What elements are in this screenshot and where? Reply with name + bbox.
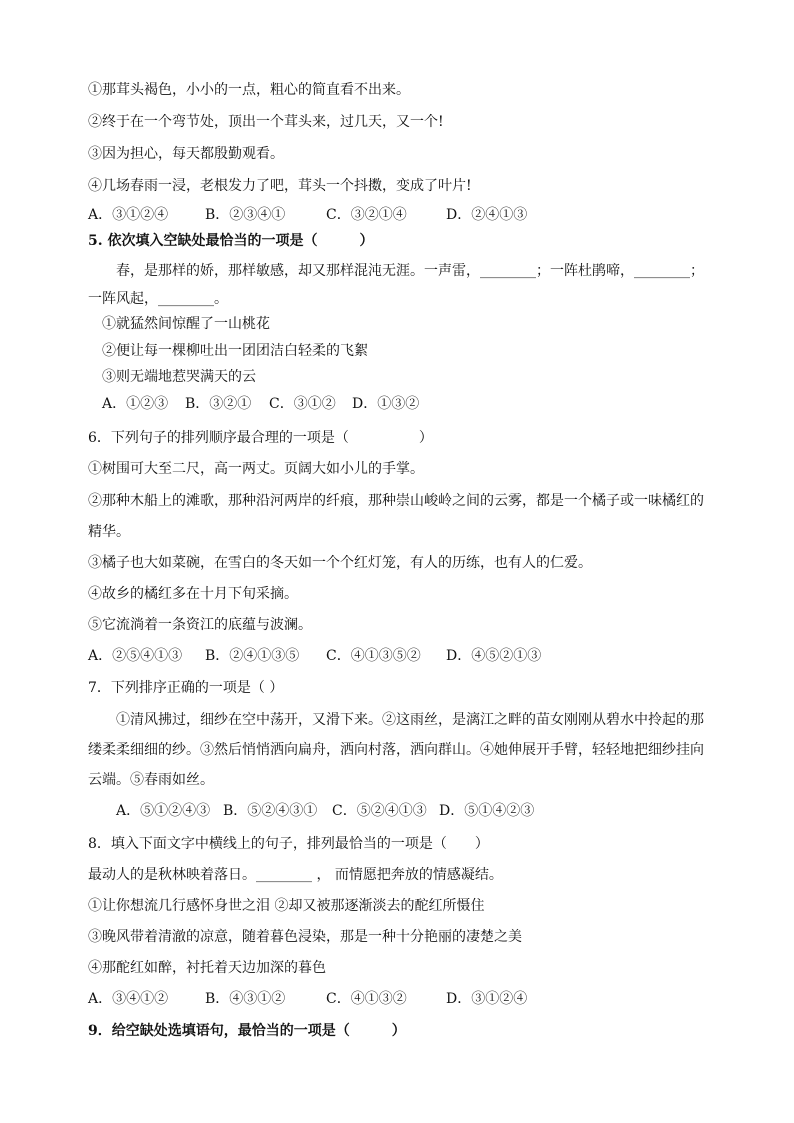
q4-sentence-2: ②终于在一个弯节处，顶出一个茸头来，过几天，又一个! <box>88 114 444 130</box>
q5-sentence-2: ②便让每一棵柳吐出一团团洁白轻柔的飞絮 <box>102 343 368 359</box>
q6-sentence-2-line-1: ②那种木船上的滩歌，那种沿河两岸的纤痕，那种崇山峻岭之间的云雾，都是一个橘子或一味橘红的 <box>88 493 704 509</box>
q8-option-b[interactable]: B．④③①② <box>205 991 286 1007</box>
q8-option-a[interactable]: A．③④①② <box>88 991 169 1007</box>
q6-option-a[interactable]: A．②⑤④①③ <box>88 648 183 664</box>
q5-option-b[interactable]: B．③②① <box>185 396 252 412</box>
q6-sentence-4: ④故乡的橘红多在十月下旬采摘。 <box>88 586 298 602</box>
q6-sentence-3: ③橘子也大如菜碗，在雪白的冬天如一个个红灯笼，有人的历练，也有人的仁爱。 <box>88 555 592 571</box>
q8-sentence-4: ④那酡红如醉，衬托着天边加深的暮色 <box>88 960 326 976</box>
q4-option-a[interactable]: A．③①②④ <box>88 207 169 223</box>
q5-passage-line-2: 一阵风起，________。 <box>88 291 228 307</box>
q8-title: 8．填入下面文字中横线上的句子，排列最恰当的一项是（ ） <box>88 836 489 852</box>
q6-option-c[interactable]: C．④①③⑤② <box>326 648 421 664</box>
q8-sentences-1-2: ①让你想流几行感怀身世之泪 ②却又被那逐渐淡去的酡红所慑住 <box>88 898 485 914</box>
q8-sentence-3: ③晚风带着清澈的凉意，随着暮色浸染，那是一种十分艳丽的凄楚之美 <box>88 929 522 945</box>
q4-option-d[interactable]: D．②④①③ <box>446 207 528 223</box>
q5-option-a[interactable]: A．①②③ <box>102 396 169 412</box>
q6-sentence-1: ①树围可大至二尺，高一两丈。页阔大如小儿的手掌。 <box>88 461 424 477</box>
q7-passage-line-3: 云端。⑤春雨如丝。 <box>88 772 214 788</box>
q4-sentence-1: ①那茸头褐色，小小的一点，粗心的简直看不出来。 <box>88 82 410 98</box>
q8-option-d[interactable]: D．③①②④ <box>446 991 528 1007</box>
q5-option-c[interactable]: C．③①② <box>269 396 336 412</box>
q7-option-d[interactable]: D．⑤①④②③ <box>439 803 535 819</box>
q7-option-c[interactable]: C．⑤②④①③ <box>332 803 427 819</box>
q7-title: 7．下列排序正确的一项是（ ） <box>88 680 284 696</box>
q7-passage-line-1: ①清风拂过，细纱在空中荡开，又滑下来。②这雨丝，是漓江之畔的苗女刚刚从碧水中拎起的那 <box>116 712 704 728</box>
q4-sentence-4: ④几场春雨一浸，老根发力了吧，茸头一个抖擞，变成了叶片! <box>88 178 472 194</box>
q6-title: 6．下列句子的排列顺序最合理的一项是（ ） <box>88 430 433 446</box>
q4-option-c[interactable]: C．③②①④ <box>326 207 407 223</box>
q7-option-a[interactable]: A．⑤①②④③ <box>116 803 211 819</box>
q4-option-b[interactable]: B．②③④① <box>205 207 286 223</box>
q6-sentence-5: ⑤它流淌着一条资江的底蕴与波澜。 <box>88 617 312 633</box>
q6-sentence-2-line-2: 精华。 <box>88 524 130 540</box>
q5-title: 5. 依次填入空缺处最恰当的一项是（ ） <box>88 233 374 249</box>
q5-sentence-1: ①就猛然间惊醒了一山桃花 <box>102 316 270 332</box>
q6-option-b[interactable]: B．②④①③⑤ <box>205 648 300 664</box>
q5-sentence-3: ③则无端地惹哭满天的云 <box>102 369 256 385</box>
q7-option-b[interactable]: B．⑤②④③① <box>223 803 318 819</box>
q5-passage-line-1: 春，是那样的娇，那样敏感，却又那样混沌无涯。一声雷，________；一阵杜鹃啼，________； <box>116 263 704 279</box>
q4-sentence-3: ③因为担心，每天都殷勤观看。 <box>88 146 284 162</box>
q7-passage-line-2: 缕柔柔细细的纱。③然后悄悄洒向扁舟，洒向村落，洒向群山。④她伸展开手臂，轻轻地把细纱挂向 <box>88 742 704 758</box>
q9-title: 9．给空缺处选填语句，最恰当的一项是（ ） <box>88 1023 406 1039</box>
q5-option-d[interactable]: D．①③② <box>352 396 420 412</box>
q6-option-d[interactable]: D．④⑤②①③ <box>446 648 542 664</box>
q8-option-c[interactable]: C．④①③② <box>326 991 407 1007</box>
q8-lead: 最动人的是秋林映着落日。________ ， 而情愿把奔放的情感凝结。 <box>88 867 503 883</box>
